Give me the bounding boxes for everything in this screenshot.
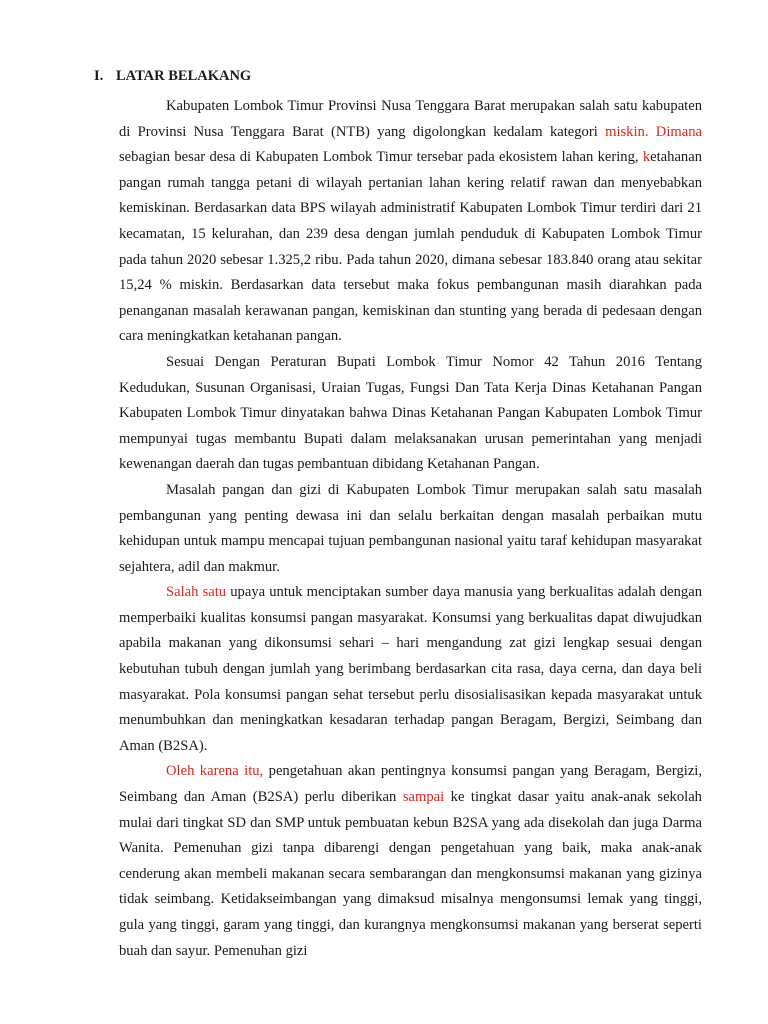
highlighted-text: Oleh karena itu, [166,763,264,780]
paragraph-text: upaya untuk menciptakan sumber daya manusia yang berkualitas adalah dengan memperbaiki kualitas konsumsi pangan masyarakat. Konsumsi yang berkualitas dapat diwujudkan apabila makanan yang dikonsumsi sehari – hari mengandung zat gizi lengkap sesuai dengan kebutuhan tubuh dengan jumlah yang berimbang berdasarkan cita rasa, daya cerna, dan daya beli masyarakat. Pola konsumsi pangan sehat tersebut perlu disosialisasikan kepada masyarakat untuk menumbuhkan dan meningkatkan kesadaran terhadap pangan Beragam, Bergizi, Seimbang dan Aman (B2SA). [119,584,702,754]
section-number: I. [94,68,104,84]
paragraph-text: Kabupaten Lombok Timur Provinsi Nusa Tenggara Barat merupakan salah satu kabupaten di Provinsi Nusa Tenggara Barat (NTB) yang digolongkan kedalam kategori [119,98,702,140]
paragraph-text: sebagian besar desa di Kabupaten Lombok Timur tersebar pada ekosistem lahan kering, [119,149,643,166]
paragraph [119,94,702,350]
highlighted-text: miskin. Dimana [605,123,702,140]
paragraph-text: ke tingkat dasar yaitu anak-anak sekolah mulai dari tingkat SD dan SMP untuk pembuatan kebun B2SA yang ada disekolah dan juga Darma Wanita. Pemenuhan gizi tanpa dibarengi dengan pengetahuan yang baik, maka anak-anak cenderung akan membeli makanan secara sembarangan dan mengkonsumsi makanan yang gizinya tidak seimbang. Ketidakseimbangan yang dimaksud misalnya mengonsumsi lemak yang tinggi, gula yang tinggi, garam yang tinggi, dan kurangnya mengkonsumsi makanan yang berserat seperti buah dan sayur. Pemenuhan gizi [119,789,702,959]
highlighted-text: k [642,149,651,166]
paragraph [119,759,702,964]
paragraph-text: etahanan pangan rumah tangga petani di wilayah pertanian lahan kering relatif rawan dan menyebabkan kemiskinan. Berdasarkan data BPS wilayah administratif Kabupaten Lombok Timur terdiri dari 21 kecamatan, 15 kelurahan, dan 239 desa dengan jumlah penduduk di Kabupaten Lombok Timur pada tahun 2020 sebesar 1.325,2 ribu. Pada tahun 2020, dimana sebesar 183.840 orang atau sekitar 15,24 % miskin. Berdasarkan data tersebut maka fokus pembangunan masih diarahkan pada penanganan masalah kerawanan pangan, kemiskinan dan stunting yang berada di pedesaan dengan cara meningkatkan ketahanan pangan. [119,149,702,345]
paragraph-text: Sesuai Dengan Peraturan Bupati Lombok Timur Nomor 42 Tahun 2016 Tentang Kedudukan, Susunan Organisasi, Uraian Tugas, Fungsi Dan Tata Kerja Dinas Ketahanan Pangan Kabupaten Lombok Timur dinyatakan bahwa Dinas Ketahanan Pangan Kabupaten Lombok Timur mempunyai tugas membantu Bupati dalam melaksanakan urusan pemerintahan yang menjadi kewenangan daerah dan tugas pembantuan dibidang Ketahanan Pangan. [119,353,702,473]
paragraph [119,478,702,580]
document-body [119,94,702,964]
paragraph [119,580,702,759]
paragraph-text: pengetahuan akan pentingnya konsumsi pangan yang Beragam, Bergizi, Seimbang dan Aman (B2SA) perlu diberikan [119,763,703,806]
section-heading [94,66,251,86]
paragraph [119,350,702,478]
highlighted-text: Salah satu [166,584,227,601]
highlighted-text: sampai [402,789,445,806]
paragraph-text: Masalah pangan dan gizi di Kabupaten Lombok Timur merupakan salah satu masalah pembangunan yang penting dewasa ini dan selalu berkaitan dengan masalah perbaikan mutu kehidupan untuk mampu mencapai tujuan pembangunan nasional yaitu taraf kehidupan masyarakat sejahtera, adil dan makmur. [119,481,702,575]
section-title: LATAR BELAKANG [116,68,252,84]
